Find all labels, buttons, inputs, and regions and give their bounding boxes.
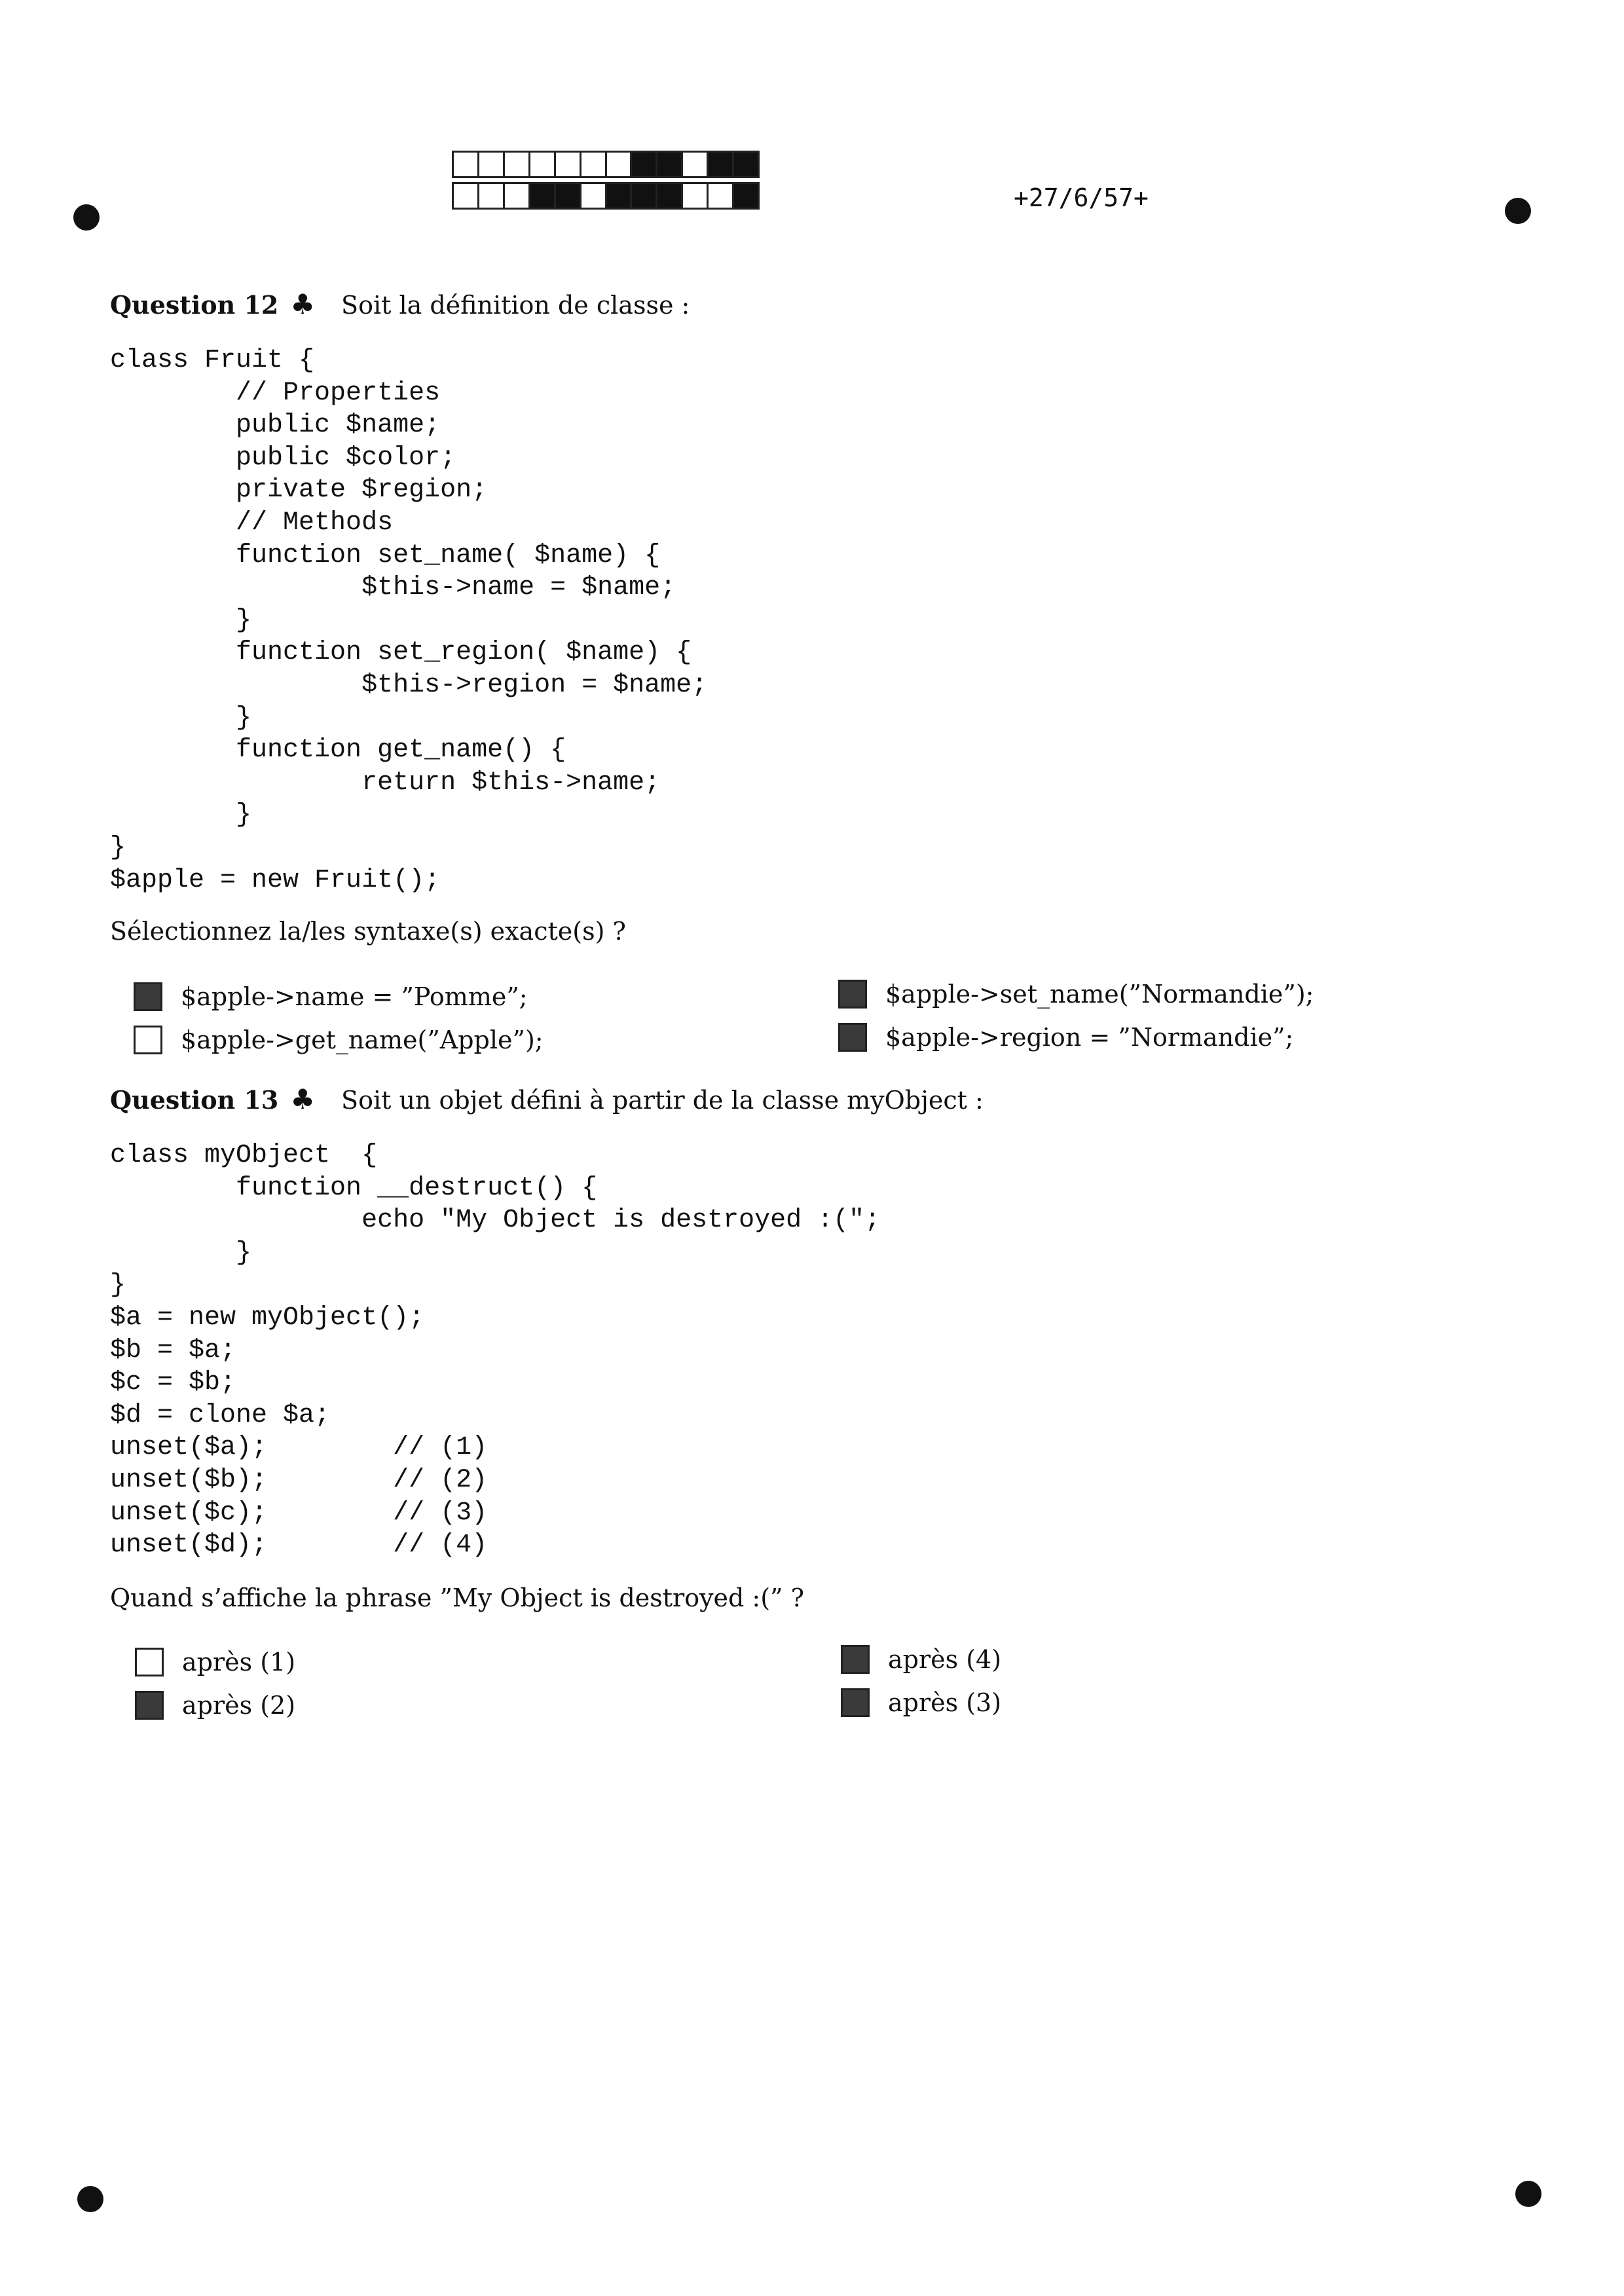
- choice-label: après (4): [888, 1645, 1002, 1674]
- registration-mark-bottom-left: [77, 2186, 103, 2212]
- checkbox[interactable]: [838, 980, 867, 1009]
- q13-choice-4[interactable]: [841, 1688, 1001, 1717]
- q12-choice-2[interactable]: [838, 980, 1314, 1009]
- barcode-cell: [556, 184, 581, 208]
- barcode-cell: [683, 184, 709, 208]
- barcode-cell: [734, 184, 758, 208]
- barcode-cell: [657, 184, 683, 208]
- barcode-row: [452, 182, 760, 210]
- question-intro: Soit un objet défini à partir de la classe myObject :: [341, 1086, 984, 1115]
- question-13-header: [110, 1083, 984, 1115]
- page-id: +27/6/57+: [1014, 183, 1149, 212]
- barcode-row: [452, 151, 760, 178]
- barcode-cell: [607, 153, 633, 176]
- barcode-cell: [454, 153, 479, 176]
- checkbox[interactable]: [838, 1023, 867, 1052]
- q12-choice-1[interactable]: [134, 982, 528, 1011]
- barcode-cell: [581, 184, 607, 208]
- barcode-cell: [556, 153, 581, 176]
- question-12-prompt: Sélectionnez la/les syntaxe(s) exacte(s) ?: [110, 917, 626, 946]
- checkbox[interactable]: [841, 1645, 870, 1674]
- q13-choice-1[interactable]: [135, 1648, 295, 1676]
- q12-choice-4[interactable]: [838, 1023, 1293, 1052]
- page-barcode: [452, 151, 760, 213]
- club-icon: ♣: [290, 1083, 316, 1115]
- checkbox[interactable]: [135, 1648, 164, 1676]
- q13-choice-2[interactable]: [841, 1645, 1001, 1674]
- checkbox[interactable]: [134, 1026, 162, 1054]
- choice-label: $apple->name = ”Pomme”;: [181, 982, 528, 1011]
- club-icon: ♣: [290, 288, 316, 320]
- barcode-cell: [709, 184, 734, 208]
- barcode-cell: [505, 184, 530, 208]
- q12-choice-3[interactable]: [134, 1026, 544, 1054]
- barcode-cell: [632, 153, 657, 176]
- barcode-cell: [709, 153, 734, 176]
- barcode-cell: [683, 153, 709, 176]
- question-13-prompt: Quand s’affiche la phrase ”My Object is destroyed :(” ?: [110, 1583, 804, 1612]
- question-12-code: class Fruit { // Properties public $name; public $color; private $region; // Methods function set_name( $name) { $this->name = $name; } function set_region( $name) { $this->region = $name; } function get_name() { return $this->name; } } $apple = new Fruit();: [110, 346, 708, 895]
- registration-mark-top-right: [1505, 198, 1531, 224]
- barcode-cell: [530, 184, 556, 208]
- barcode-cell: [479, 153, 505, 176]
- q13-choice-3[interactable]: [135, 1691, 295, 1720]
- checkbox[interactable]: [135, 1691, 164, 1720]
- registration-mark-top-left: [73, 204, 100, 231]
- barcode-cell: [734, 153, 758, 176]
- barcode-cell: [632, 184, 657, 208]
- barcode-cell: [530, 153, 556, 176]
- question-intro: Soit la définition de classe :: [341, 291, 690, 320]
- checkbox[interactable]: [134, 982, 162, 1011]
- barcode-cell: [581, 153, 607, 176]
- choice-label: après (3): [888, 1688, 1002, 1717]
- choice-label: après (2): [182, 1691, 296, 1720]
- choice-label: $apple->set_name(”Normandie”);: [885, 980, 1314, 1009]
- choice-label: après (1): [182, 1648, 296, 1676]
- checkbox[interactable]: [841, 1688, 870, 1717]
- registration-mark-bottom-right: [1515, 2181, 1541, 2207]
- barcode-cell: [657, 153, 683, 176]
- question-label: Question 13: [110, 1085, 279, 1115]
- question-label: Question 12: [110, 290, 279, 320]
- barcode-cell: [479, 184, 505, 208]
- barcode-cell: [607, 184, 633, 208]
- barcode-cell: [505, 153, 530, 176]
- question-13-code: class myObject { function __destruct() { echo "My Object is destroyed :("; } } $a = new myObject(); $b = $a; $c = $b; $d = clone $a; unset($a); // (1) unset($b); // (2) unset($c); // (3) unset($d); // (4): [110, 1141, 881, 1561]
- choice-label: $apple->get_name(”Apple”);: [181, 1026, 544, 1054]
- choice-label: $apple->region = ”Normandie”;: [885, 1023, 1294, 1052]
- barcode-cell: [454, 184, 479, 208]
- question-12-header: [110, 288, 690, 320]
